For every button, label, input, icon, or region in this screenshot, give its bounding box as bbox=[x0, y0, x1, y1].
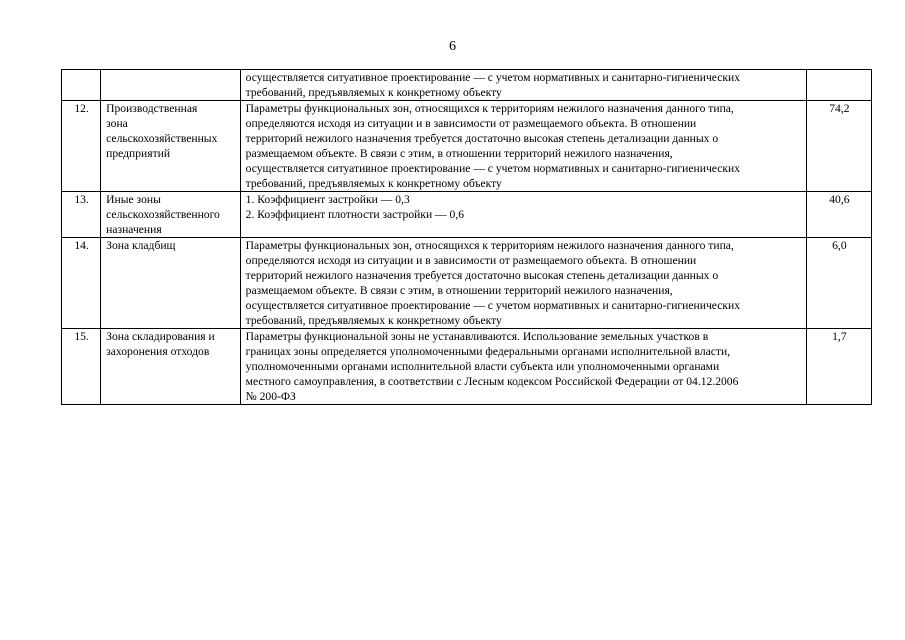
row-number-cell: 13. bbox=[62, 192, 101, 238]
zone-parameters-line: Параметры функциональной зоны не устанавливаются. Использование земельных участков в bbox=[245, 330, 709, 343]
zone-name-line: Зона кладбищ bbox=[106, 239, 176, 252]
row-number-cell: 15. bbox=[62, 329, 101, 405]
zone-name-cell bbox=[101, 192, 241, 238]
zones-table bbox=[61, 69, 872, 405]
table-row bbox=[62, 329, 872, 405]
zone-name-line: Производственная bbox=[106, 102, 198, 115]
zones-table-body bbox=[62, 70, 872, 405]
zone-name-line: захоронения отходов bbox=[106, 345, 210, 358]
zone-parameters-line: местного самоуправления, в соответствии с Лесным кодексом Российской Федерации от 04.12.2006 bbox=[245, 375, 739, 388]
zone-parameters-line: размещаемом объекте. В связи с этим, в отношении территорий нежилого назначения, bbox=[245, 284, 673, 297]
zone-parameters-line: размещаемом объекте. В связи с этим, в отношении территорий нежилого назначения, bbox=[245, 147, 673, 160]
zone-parameters-line: 2. Коэффициент плотности застройки — 0,6 bbox=[245, 208, 465, 221]
zone-parameters-line: осуществляется ситуативное проектирование — с учетом нормативных и санитарно-гигиенических bbox=[245, 71, 740, 84]
zone-name-cell bbox=[101, 238, 241, 329]
zone-parameters-line: требований, предъявляемых к конкретному объекту bbox=[245, 86, 502, 99]
row-number-cell bbox=[62, 70, 101, 101]
zone-parameters-line: Параметры функциональных зон, относящихся к территориям нежилого назначения данного типа, bbox=[245, 102, 734, 115]
table-row bbox=[62, 238, 872, 329]
zone-area-cell: 74,2 bbox=[806, 101, 871, 192]
zone-parameters-cell bbox=[240, 70, 806, 101]
table-row bbox=[62, 70, 872, 101]
zone-parameters-line: уполномоченными органами исполнительной власти субъекта или уполномоченными органами bbox=[245, 360, 720, 373]
zone-name-line: Зона складирования и bbox=[106, 330, 215, 343]
zone-name-line: сельскохозяйственных bbox=[106, 132, 218, 145]
zone-parameters-line: требований, предъявляемых к конкретному объекту bbox=[245, 314, 502, 327]
row-number-cell: 12. bbox=[62, 101, 101, 192]
zone-parameters-line: определяются исходя из ситуации и в зависимости от размещаемого объекта. В отношении bbox=[245, 254, 697, 267]
zone-parameters-line: территорий нежилого назначения требуется достаточно высокая степень детализации данных о bbox=[245, 132, 719, 145]
zone-name-cell bbox=[101, 101, 241, 192]
row-number-cell: 14. bbox=[62, 238, 101, 329]
zone-parameters-line: требований, предъявляемых к конкретному объекту bbox=[245, 177, 502, 190]
zone-name-cell bbox=[101, 329, 241, 405]
page-number: 6 bbox=[449, 39, 456, 54]
table-row bbox=[62, 192, 872, 238]
zone-parameters-line: границах зоны определяется уполномоченными федеральными органами исполнительной власти, bbox=[245, 345, 731, 358]
zone-area-cell: 1,7 bbox=[806, 329, 871, 405]
zone-name-cell bbox=[101, 70, 241, 101]
zone-name-line: Иные зоны bbox=[106, 193, 161, 206]
zone-parameters-cell bbox=[240, 329, 806, 405]
zone-name-line: назначения bbox=[106, 223, 162, 236]
zone-parameters-line: осуществляется ситуативное проектирование — с учетом нормативных и санитарно-гигиенических bbox=[245, 299, 740, 312]
zone-parameters-line: 1. Коэффициент застройки — 0,3 bbox=[245, 193, 410, 206]
zone-parameters-line: территорий нежилого назначения требуется достаточно высокая степень детализации данных о bbox=[245, 269, 719, 282]
zone-area-cell: 6,0 bbox=[806, 238, 871, 329]
zone-parameters-line: Параметры функциональных зон, относящихся к территориям нежилого назначения данного типа, bbox=[245, 239, 734, 252]
zone-name-line: предприятий bbox=[106, 147, 171, 160]
zone-name-line: зона bbox=[106, 117, 128, 130]
zone-parameters-cell bbox=[240, 192, 806, 238]
zone-area-cell bbox=[806, 70, 871, 101]
zone-parameters-line: осуществляется ситуативное проектирование — с учетом нормативных и санитарно-гигиенических bbox=[245, 162, 740, 175]
zone-parameters-cell bbox=[240, 238, 806, 329]
zone-parameters-cell bbox=[240, 101, 806, 192]
zone-name-line: сельскохозяйственного bbox=[106, 208, 220, 221]
table-row bbox=[62, 101, 872, 192]
zone-parameters-line: определяются исходя из ситуации и в зависимости от размещаемого объекта. В отношении bbox=[245, 117, 697, 130]
zone-parameters-line: № 200-ФЗ bbox=[245, 390, 296, 403]
zone-area-cell: 40,6 bbox=[806, 192, 871, 238]
